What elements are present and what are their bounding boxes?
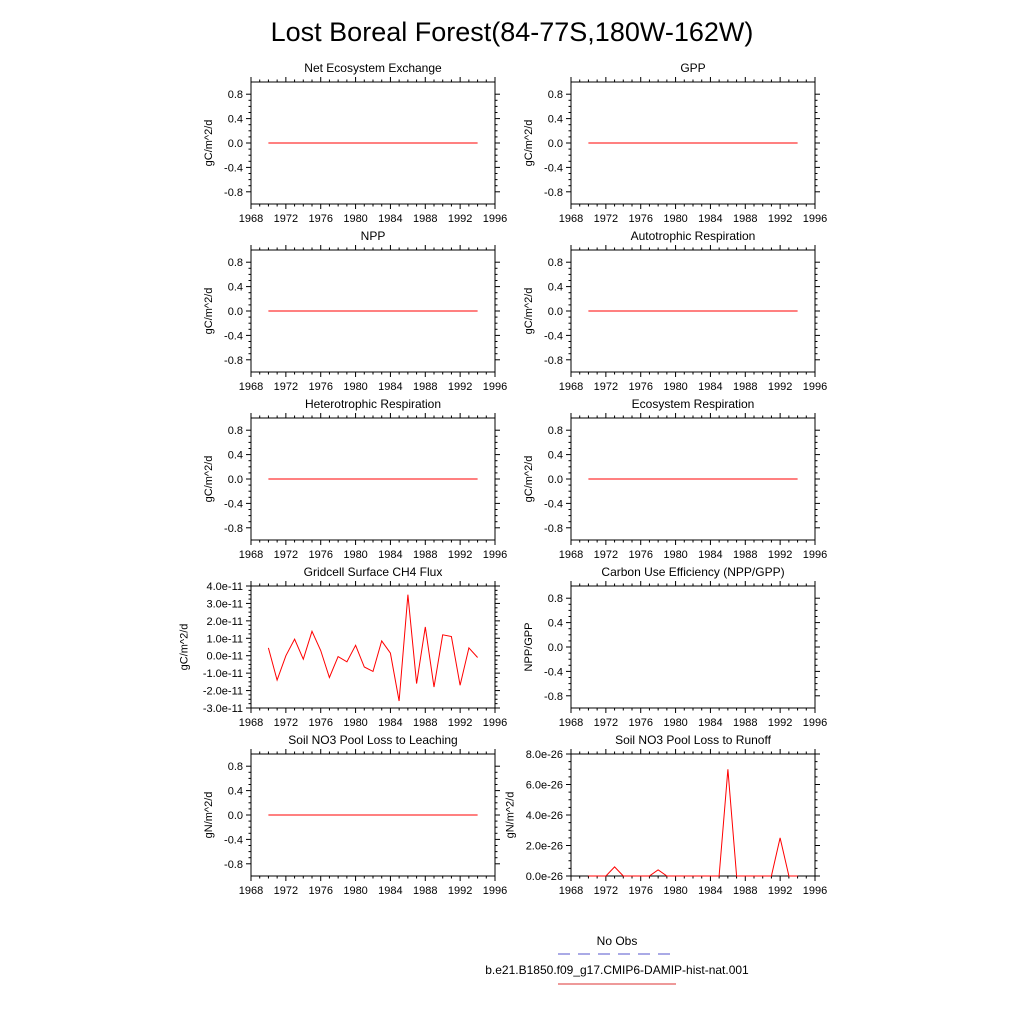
x-tick-label: 1972 [593, 381, 619, 393]
y-tick-label: -0.4 [544, 330, 563, 343]
y-tick-label: 0.8 [227, 89, 243, 102]
y-tick-label: 0.4 [547, 449, 563, 462]
figure-title: Lost Boreal Forest(84-77S,180W-162W) [270, 17, 754, 47]
y-tick-label: 0.8 [547, 425, 563, 438]
x-tick-label: 1968 [238, 717, 264, 729]
y-tick-label: 4.0e-26 [525, 810, 563, 822]
y-tick-label: -0.4 [544, 162, 563, 175]
x-tick-label: 1968 [558, 213, 584, 225]
y-axis-label: gC/m^2/d [523, 455, 536, 503]
x-tick-label: 1972 [593, 549, 619, 561]
x-tick-label: 1996 [482, 885, 508, 897]
x-tick-label: 1968 [558, 717, 584, 729]
y-tick-label: -0.8 [224, 354, 243, 367]
y-axis-label: NPP/GPP [523, 622, 536, 672]
panel-title: Soil NO3 Pool Loss to Runoff [615, 733, 771, 747]
y-tick-label: 0.4 [227, 449, 243, 462]
x-tick-label: 1976 [308, 549, 333, 561]
x-tick-label: 1988 [413, 213, 438, 225]
y-tick-label: 2.0e-11 [206, 615, 243, 628]
panel-title: Gridcell Surface CH4 Flux [303, 565, 443, 579]
panel-title: Ecosystem Respiration [631, 397, 755, 411]
y-axis-label: gN/m^2/d [504, 791, 517, 839]
y-tick-label: -0.8 [544, 354, 563, 367]
x-tick-label: 1968 [558, 885, 584, 897]
y-axis-label: gC/m^2/d [203, 287, 216, 335]
y-tick-label: 6.0e-26 [525, 779, 563, 792]
x-tick-label: 1992 [447, 213, 473, 225]
x-tick-label: 1976 [628, 381, 653, 393]
y-tick-label: -0.8 [544, 690, 563, 703]
x-tick-label: 1988 [413, 381, 438, 393]
legend [485, 934, 749, 984]
x-tick-label: 1992 [767, 549, 793, 561]
y-tick-label: 0.4 [547, 281, 563, 294]
y-tick-label: 8.0e-26 [525, 749, 563, 761]
y-tick-label: -0.8 [224, 858, 243, 871]
y-tick-label: 0.0e-11 [206, 650, 243, 663]
x-tick-label: 1972 [593, 717, 619, 729]
x-tick-label: 1992 [767, 381, 793, 393]
x-tick-label: 1988 [733, 549, 758, 561]
x-tick-label: 1988 [733, 885, 758, 897]
panel-title: NPP [360, 229, 386, 243]
y-tick-label: 0.8 [227, 257, 243, 270]
y-axis-label: gC/m^2/d [203, 455, 216, 503]
y-tick-label: -3.0e-11 [202, 703, 243, 715]
x-tick-label: 1980 [343, 381, 368, 393]
panel-8 [523, 565, 827, 729]
x-tick-label: 1992 [767, 885, 793, 897]
x-tick-label: 1972 [273, 381, 299, 393]
y-tick-label: -0.8 [544, 186, 563, 199]
x-tick-label: 1984 [378, 885, 403, 897]
x-tick-label: 1980 [343, 549, 368, 561]
y-tick-label: 0.8 [227, 425, 243, 438]
panel-title: Autotrophic Respiration [630, 229, 756, 243]
x-tick-label: 1980 [343, 885, 368, 897]
x-tick-label: 1996 [802, 549, 828, 561]
x-tick-label: 1984 [698, 381, 723, 393]
x-tick-label: 1980 [663, 885, 688, 897]
panel-9 [203, 733, 507, 897]
x-tick-label: 1976 [308, 717, 333, 729]
x-tick-label: 1992 [447, 717, 473, 729]
panel-title: Soil NO3 Pool Loss to Leaching [288, 733, 458, 747]
x-tick-label: 1984 [378, 717, 403, 729]
y-tick-label: -0.4 [544, 666, 563, 679]
y-tick-label: -0.4 [224, 330, 243, 343]
x-tick-label: 1980 [663, 549, 688, 561]
x-tick-label: 1968 [238, 213, 264, 225]
y-tick-label: 0.0e-26 [525, 871, 563, 883]
x-tick-label: 1988 [413, 549, 438, 561]
x-tick-label: 1968 [558, 381, 584, 393]
y-tick-label: -0.8 [224, 522, 243, 535]
panel-title: Net Ecosystem Exchange [304, 61, 442, 75]
x-tick-label: 1992 [767, 213, 793, 225]
panel-title: GPP [680, 61, 706, 75]
panel-3 [203, 229, 507, 393]
x-tick-label: 1972 [593, 885, 619, 897]
y-tick-label: 0.4 [227, 785, 243, 798]
panel-5 [203, 397, 507, 561]
x-tick-label: 1976 [308, 885, 333, 897]
y-tick-label: 0.0 [227, 474, 243, 486]
y-tick-label: -0.4 [224, 498, 243, 511]
x-tick-label: 1996 [482, 213, 508, 225]
x-tick-label: 1972 [273, 549, 299, 561]
y-tick-label: 0.8 [547, 257, 563, 270]
x-tick-label: 1996 [802, 213, 828, 225]
x-tick-label: 1980 [663, 213, 688, 225]
x-tick-label: 1976 [628, 213, 653, 225]
y-tick-label: 0.0 [227, 306, 243, 318]
x-tick-label: 1980 [663, 717, 688, 729]
plot-frame [571, 586, 815, 708]
y-axis-label: gC/m^2/d [203, 119, 216, 167]
x-tick-label: 1996 [802, 381, 828, 393]
y-tick-label: 2.0e-26 [525, 840, 563, 853]
y-tick-label: 0.8 [227, 761, 243, 774]
y-tick-label: -1.0e-11 [202, 668, 243, 681]
panel-1 [203, 61, 507, 225]
y-tick-label: -0.4 [224, 834, 243, 847]
legend-label-model: b.e21.B1850.f09_g17.CMIP6-DAMIP-hist-nat.001 [485, 963, 749, 977]
y-tick-label: 0.4 [227, 281, 243, 294]
y-tick-label: 0.0 [227, 138, 243, 150]
panel-4 [523, 229, 827, 393]
x-tick-label: 1992 [447, 549, 473, 561]
panel-title: Heterotrophic Respiration [304, 397, 442, 411]
x-tick-label: 1996 [802, 885, 828, 897]
x-tick-label: 1980 [343, 213, 368, 225]
x-tick-label: 1984 [698, 549, 723, 561]
x-tick-label: 1992 [447, 381, 473, 393]
y-tick-label: 0.8 [547, 89, 563, 102]
x-tick-label: 1976 [628, 549, 653, 561]
x-tick-label: 1988 [733, 717, 758, 729]
y-tick-label: -0.4 [544, 498, 563, 511]
y-tick-label: 0.4 [227, 113, 243, 126]
series-line [268, 595, 477, 701]
y-tick-label: 1.0e-11 [206, 633, 243, 646]
x-tick-label: 1980 [663, 381, 688, 393]
x-tick-label: 1976 [628, 717, 653, 729]
legend-label-obs: No Obs [596, 934, 638, 948]
y-axis-label: gC/m^2/d [523, 287, 536, 335]
y-axis-label: gC/m^2/d [523, 119, 536, 167]
y-tick-label: 0.0 [547, 306, 563, 318]
x-tick-label: 1984 [698, 213, 723, 225]
y-tick-label: 0.0 [227, 810, 243, 822]
x-tick-label: 1984 [378, 381, 403, 393]
x-tick-label: 1988 [413, 717, 438, 729]
panel-title: Carbon Use Efficiency (NPP/GPP) [601, 565, 785, 579]
y-tick-label: 4.0e-11 [206, 581, 243, 593]
y-tick-label: 0.0 [547, 138, 563, 150]
panel-6 [523, 397, 827, 561]
x-tick-label: 1984 [378, 213, 403, 225]
x-tick-label: 1976 [628, 885, 653, 897]
x-tick-label: 1984 [698, 885, 723, 897]
x-tick-label: 1984 [378, 549, 403, 561]
panel-2 [523, 61, 827, 225]
plot-frame [251, 586, 495, 708]
x-tick-label: 1976 [308, 213, 333, 225]
x-tick-label: 1996 [482, 717, 508, 729]
x-tick-label: 1972 [273, 213, 299, 225]
plot-frame [571, 754, 815, 876]
x-tick-label: 1988 [733, 381, 758, 393]
series-line [588, 769, 797, 876]
panel-7 [178, 565, 507, 729]
x-tick-label: 1988 [413, 885, 438, 897]
y-tick-label: 0.0 [547, 642, 563, 654]
x-tick-label: 1968 [238, 549, 264, 561]
x-tick-label: 1996 [482, 381, 508, 393]
x-tick-label: 1980 [343, 717, 368, 729]
panels [178, 61, 827, 897]
x-tick-label: 1992 [447, 885, 473, 897]
y-tick-label: -2.0e-11 [202, 685, 243, 698]
x-tick-label: 1996 [482, 549, 508, 561]
y-tick-label: -0.4 [224, 162, 243, 175]
x-tick-label: 1976 [308, 381, 333, 393]
y-tick-label: -0.8 [544, 522, 563, 535]
x-tick-label: 1972 [593, 213, 619, 225]
y-tick-label: 0.0 [547, 474, 563, 486]
x-tick-label: 1968 [558, 549, 584, 561]
y-tick-label: -0.8 [224, 186, 243, 199]
x-tick-label: 1992 [767, 717, 793, 729]
x-tick-label: 1972 [273, 717, 299, 729]
x-tick-label: 1988 [733, 213, 758, 225]
x-tick-label: 1968 [238, 885, 264, 897]
x-tick-label: 1972 [273, 885, 299, 897]
y-axis-label: gN/m^2/d [203, 791, 216, 839]
y-tick-label: 0.8 [547, 593, 563, 606]
x-tick-label: 1968 [238, 381, 264, 393]
y-tick-label: 0.4 [547, 617, 563, 630]
y-tick-label: 0.4 [547, 113, 563, 126]
y-axis-label: gC/m^2/d [178, 623, 191, 671]
y-tick-label: 3.0e-11 [206, 598, 243, 611]
x-tick-label: 1984 [698, 717, 723, 729]
panel-10 [505, 733, 828, 897]
x-tick-label: 1996 [802, 717, 828, 729]
